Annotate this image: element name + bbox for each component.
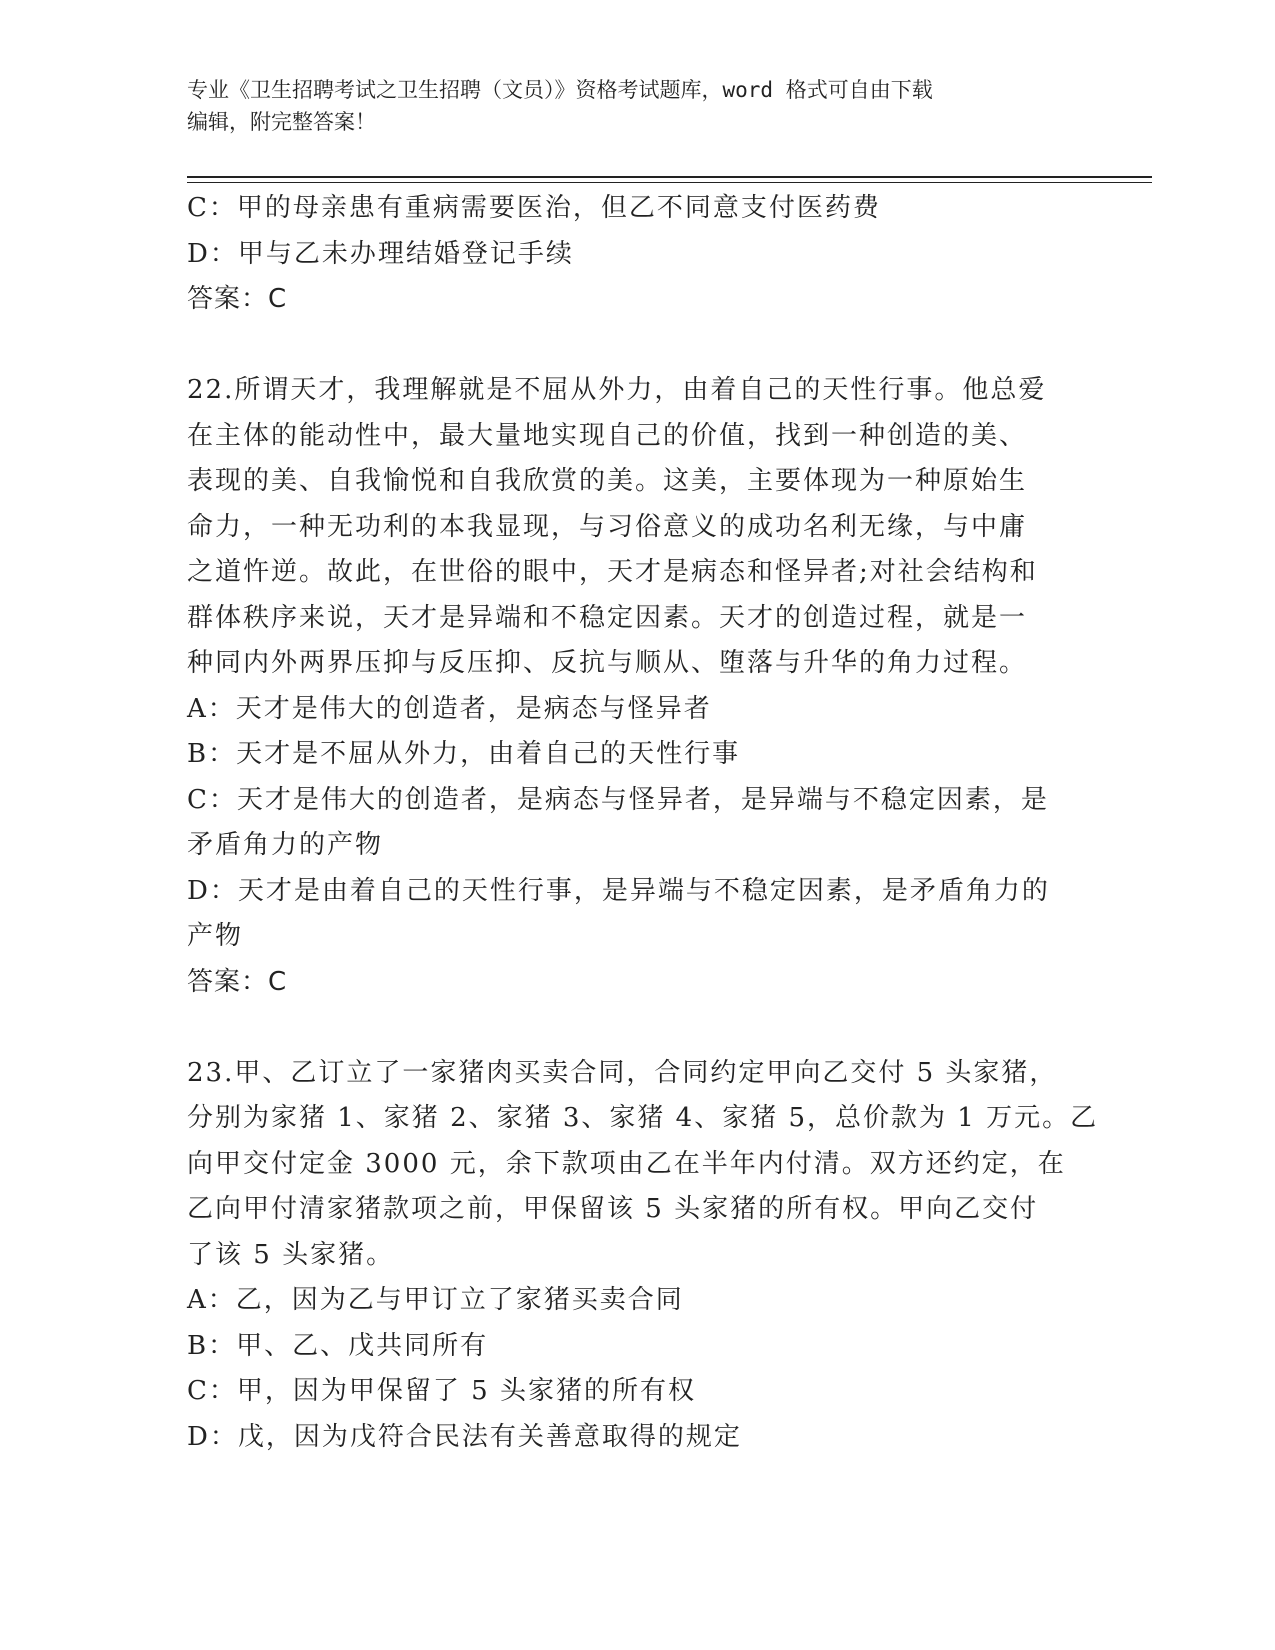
q22-answer: 答案：C <box>187 966 288 997</box>
question-23 <box>187 1051 1099 1461</box>
header-divider-thin <box>187 182 1152 183</box>
q22-stem-line: 种同内外两界压抑与反压抑、反抗与顺从、堕落与升华的角力过程。 <box>187 648 1028 678</box>
q23-stem-line: 向甲交付定金 3000 元，余下款项由乙在半年内付清。双方还约定，在 <box>187 1148 1066 1179</box>
q21-option-c: C：甲的母亲患有重病需要医治，但乙不同意支付医药费 <box>187 193 881 223</box>
question-21-tail <box>187 186 1082 323</box>
q22-option-d-cont: 产物 <box>187 921 244 951</box>
q22-stem-line: 之道忤逆。故此，在世俗的眼中，天才是病态和怪异者;对社会结构和 <box>187 557 1038 587</box>
q22-option-d: D：天才是由着自己的天性行事，是异端与不稳定因素，是矛盾角力的 <box>187 875 1050 906</box>
spacer <box>187 1005 1082 1051</box>
q22-option-a: A：天才是伟大的创造者，是病态与怪异者 <box>187 693 712 724</box>
header-line-2: 编辑，附完整答案！ <box>187 110 376 134</box>
q23-stem-line: 分别为家猪 1、家猪 2、家猪 3、家猪 4、家猪 5，总价款为 1 万元。乙 <box>187 1103 1099 1133</box>
q23-option-a: A：乙，因为乙与甲订立了家猪买卖合同 <box>187 1285 684 1315</box>
q23-stem-line: 乙向甲付清家猪款项之前，甲保留该 5 头家猪的所有权。甲向乙交付 <box>187 1194 1039 1224</box>
q23-stem-line: 了该 5 头家猪。 <box>187 1239 395 1270</box>
q22-option-c: C：天才是伟大的创造者，是病态与怪异者，是异端与不稳定因素，是 <box>187 784 1049 815</box>
header-divider-thick <box>187 176 1152 178</box>
q23-option-d: D：戊，因为戊符合民法有关善意取得的规定 <box>187 1421 742 1452</box>
question-22 <box>187 368 1082 1005</box>
q22-stem-line: 22.所谓天才，我理解就是不屈从外力，由着自己的天性行事。他总爱 <box>187 375 1047 405</box>
q22-stem-line: 表现的美、自我愉悦和自我欣赏的美。这美，主要体现为一种原始生 <box>187 466 1028 496</box>
q21-answer: 答案：C <box>187 284 288 314</box>
q22-stem-line: 群体秩序来说，天才是异端和不稳定因素。天才的创造过程，就是一 <box>187 602 1028 633</box>
header-line-1: 专业《卫生招聘考试之卫生招聘（文员）》资格考试题库，word 格式可自由下载 <box>187 78 933 102</box>
q21-option-d: D：甲与乙未办理结婚登记手续 <box>187 238 574 269</box>
spacer <box>187 323 1082 369</box>
q22-option-c-cont: 矛盾角力的产物 <box>187 830 384 860</box>
q22-stem-line: 命力，一种无功利的本我显现，与习俗意义的成功名利无缘，与中庸 <box>187 511 1028 542</box>
document-body <box>187 186 1099 1460</box>
q23-option-c: C：甲，因为甲保留了 5 头家猪的所有权 <box>187 1376 696 1406</box>
q22-stem-line: 在主体的能动性中，最大量地实现自己的价值，找到一种创造的美、 <box>187 420 1028 451</box>
document-header <box>187 74 1067 138</box>
q23-option-b: B：甲、乙、戊共同所有 <box>187 1330 489 1361</box>
q22-option-b: B：天才是不屈从外力，由着自己的天性行事 <box>187 739 741 769</box>
q23-stem-line: 23.甲、乙订立了一家猪肉买卖合同，合同约定甲向乙交付 5 头家猪， <box>187 1057 1058 1088</box>
